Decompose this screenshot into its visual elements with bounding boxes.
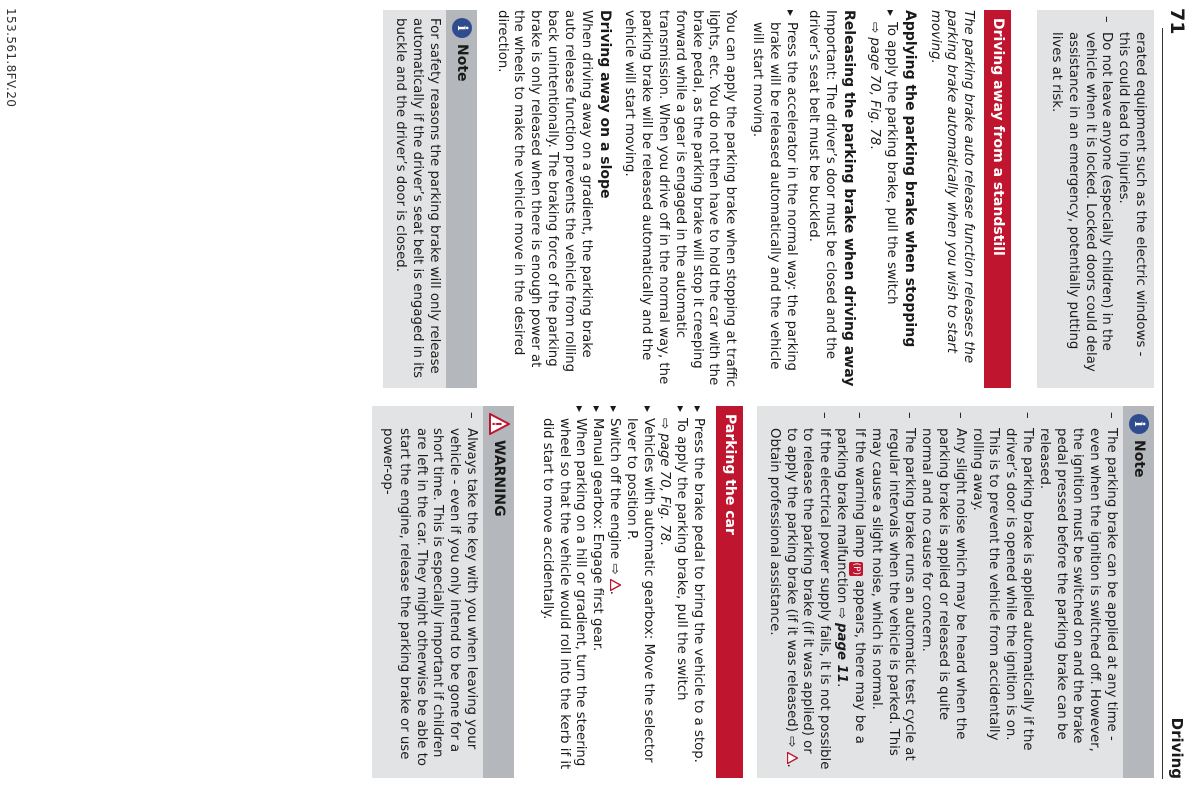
warning-item: – Always take the key with you when leaving your vehicle - even if you only intend to be gone for a short time. This is especially important if children are left in the car. They might otherwise be able to start the engine, release the parking brake or use power-op- <box>378 406 479 770</box>
svg-text:!: ! <box>489 421 504 427</box>
left-column <box>372 406 1154 778</box>
running-header: Driving <box>1168 717 1186 779</box>
note-list <box>765 406 1123 778</box>
parking-step: ▸ To apply the parking brake, pull the switch ⇨ page 70, Fig. 78. <box>656 406 690 778</box>
parking-brake-warning-lamp-icon: (P) <box>851 562 862 576</box>
note-item: – The parking brake can be applied at any time - even when the ignition is switched off. However, the ignition must be switched on and the brake pedal pressed before the parking brake can be released. <box>1035 406 1119 770</box>
subheading-slope: Driving away on a slope <box>596 10 613 199</box>
parking-step: ▸ Vehicles with automatic gearbox: Move the selector lever to position P. <box>622 406 656 778</box>
parking-step: ▸ Switch off the engine ⇨ . <box>605 406 622 778</box>
parking-steps <box>538 406 706 778</box>
note-item: – Any slight noise which may be heard when the parking brake is applied or released is quite normal and no cause for concern. <box>917 406 967 770</box>
page-reference-link[interactable]: page 11 <box>834 622 850 684</box>
warning-list <box>378 406 483 778</box>
warning-triangle-icon <box>488 413 510 435</box>
releasing-step: ▸ Press the accelerator in the normal way: the parking brake will be released automatically and the vehicle will start moving. <box>748 10 798 388</box>
section-title-parking: Parking the car <box>716 406 743 778</box>
subheading-releasing: Releasing the parking brake when driving away <box>841 10 858 387</box>
note-item: – If the warning lamp (P) appears, there may be a parking brake malfunction ⇨ page 11. <box>832 406 867 770</box>
slope-paragraph: When driving away on a gradient, the parking brake auto release function prevents the vehicle from rolling back unintentionally. The braking force of the parking brake is only released when there is enough power at the wheels to make the vehicle move in the desired direction. <box>494 10 594 373</box>
note-title: Note <box>1131 440 1147 478</box>
subheading-applying: Applying the parking brake when stopping <box>901 10 918 348</box>
note-item: – If the electrical power supply fails, it is not possible to release the parking brake (if it was applied) or to apply the parking brake (if it was released) ⇨ . Obtain professional assistance. <box>765 406 832 770</box>
note-item: – The parking brake is applied automatically if the driver’s door is opened while the ignition is on. This is to prevent the vehicle from accidentally rolling away. <box>968 406 1035 770</box>
page-number: 71 <box>1166 8 1188 35</box>
warning-box <box>372 406 514 778</box>
warning-box-header <box>483 406 514 778</box>
parking-step: ▸ Manual gearbox: Engage first gear. <box>588 406 605 778</box>
page-code: 153.561.8FV.20 <box>4 8 18 108</box>
parking-step: ▸ Press the brake pedal to bring the vehicle to a stop. <box>689 406 706 778</box>
info-icon: i <box>452 18 472 38</box>
note-box-2-header <box>446 10 477 388</box>
note-item: – The parking brake runs an automatic test cycle at regular intervals when the vehicle is parked. This may cause a slight noise, which is normal. <box>867 406 917 770</box>
page-reference-link[interactable]: ⇨ page 70, Fig. 78 <box>657 418 673 542</box>
info-icon: i <box>1129 414 1149 434</box>
body-paragraph: You can apply the parking brake when stopping at traffic lights, etc. You do not then have to hold the car with the brake pedal, as the parking brake will stop it creeping forward while a gear is engaged in the automatic transmission. When you drive off in the normal way, the parking brake will be released automatically and the vehicle will start moving. <box>622 10 739 388</box>
releasing-text: Important: The driver’s door must be closed and the driver’s seat belt must be buckled. <box>806 10 839 360</box>
section-intro: The parking brake auto release function releases the parking brake automatically when you wish to start moving. <box>927 10 977 364</box>
parking-step: ▸ When parking on a hill or gradient, turn the steering wheel so that the vehicle would roll into the kerb if it did start to move accidentally. <box>538 406 588 778</box>
warning-triangle-icon <box>787 752 798 764</box>
note-box <box>757 406 1154 778</box>
right-column <box>384 10 1155 388</box>
applying-steps <box>865 10 899 388</box>
warning-list-continued <box>1047 10 1114 380</box>
warning-item: – Do not leave anyone (especially children) in the vehicle when it is locked. Locked doors could delay assistance in an emergency, potentially putting lives at risk. <box>1047 10 1114 380</box>
header-rule <box>1162 28 1163 779</box>
note-box-2 <box>384 10 477 388</box>
warning-triangle-icon <box>610 579 621 591</box>
note-2-text: For safety reasons the parking brake will only release automatically if the driver’s seat belt is engaged in its buckle and the driver’s door is closed. <box>393 18 442 378</box>
warning-box-continued <box>1037 10 1154 388</box>
note-2-title: Note <box>453 44 470 82</box>
note-box-header <box>1123 406 1154 778</box>
warning-item-continued: erated equipment such as the electric windows - this could lead to injuries. <box>1116 32 1148 357</box>
section-title-standstill: Driving away from a standstill <box>984 10 1011 388</box>
applying-step: ▸ To apply the parking brake, pull the switch ⇨ page 70, Fig. 78. <box>865 10 899 388</box>
releasing-steps <box>748 10 798 388</box>
page-reference-link[interactable]: ⇨ page 70, Fig. 78 <box>867 22 883 146</box>
warning-title: WARNING <box>491 440 508 517</box>
